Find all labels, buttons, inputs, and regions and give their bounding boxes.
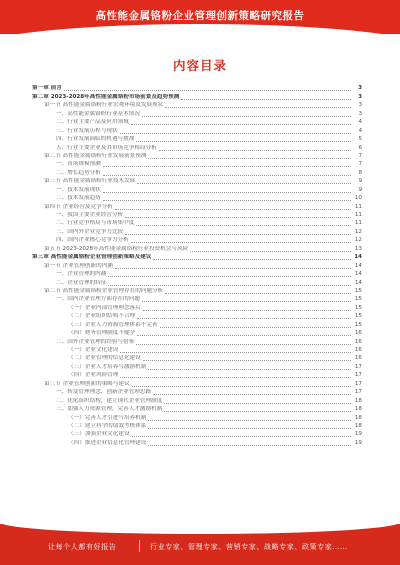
toc-entry-page-number: 15 — [354, 321, 362, 328]
toc-dot-leader — [159, 150, 351, 151]
toc-entry-title: 一、企业管理的内涵 — [56, 271, 107, 278]
toc-entry-page-number: 16 — [354, 338, 362, 345]
toc-dot-leader — [120, 352, 351, 353]
toc-dot-leader — [108, 276, 351, 277]
toc-entry-title: 第三节 企业管理创新的策略与建议 — [44, 380, 130, 387]
toc-entry[interactable] — [32, 118, 362, 126]
toc-entry-title: 三、加强人力资源管理，完善人才激励机制 — [56, 406, 163, 413]
toc-entry-page-number: 18 — [354, 397, 362, 404]
toc-dot-leader — [164, 403, 351, 404]
toc-entry[interactable] — [32, 278, 362, 286]
toc-entry[interactable] — [32, 109, 362, 117]
toc-entry[interactable] — [32, 135, 362, 143]
toc-entry[interactable] — [32, 346, 362, 354]
toc-dot-leader — [143, 360, 351, 361]
toc-entry-title: 第一节 企业管理创新的内涵 — [44, 262, 113, 269]
toc-dot-leader — [136, 344, 351, 345]
toc-entry-title: 二、增长趋势分析 — [56, 169, 101, 176]
toc-entry-page-number: 15 — [354, 313, 362, 320]
toc-entry-page-number: 11 — [354, 220, 362, 227]
toc-dot-leader — [108, 285, 351, 286]
toc-entry[interactable] — [32, 270, 362, 278]
toc-dot-leader — [103, 192, 351, 193]
toc-entry[interactable] — [32, 143, 362, 151]
toc-dot-leader — [148, 158, 351, 159]
toc-entry-title: （四）推进企业信息化管理建设 — [68, 439, 147, 446]
toc-dot-leader — [164, 411, 351, 412]
toc-entry-page-number: 16 — [354, 330, 362, 337]
toc-entry-title: 第三章 高性能金属铬粉企业管理创新策略及建议 — [32, 254, 152, 261]
toc-dot-leader — [153, 394, 351, 395]
toc-entry-title: 四、行业发展面临的机遇与挑战 — [56, 136, 135, 143]
toc-entry[interactable] — [32, 177, 362, 185]
toc-entry[interactable] — [32, 371, 362, 379]
toc-entry[interactable] — [32, 202, 362, 210]
toc-entry-title: 第二章 2023-2028年高性能金属铬粉市场前景及趋势预测 — [32, 93, 180, 100]
toc-entry[interactable] — [32, 362, 362, 370]
toc-entry-title: 一、我国主要企业经营分析 — [56, 212, 124, 218]
toc-entry-title: 第一章 前言 — [32, 85, 62, 92]
toc-entry[interactable] — [32, 413, 362, 421]
toc-entry[interactable] — [32, 396, 362, 404]
toc-dot-leader — [120, 133, 351, 134]
toc-dot-leader — [115, 268, 351, 269]
toc-entry[interactable] — [32, 295, 362, 303]
toc-dot-leader — [136, 225, 351, 226]
toc-entry-page-number: 18 — [354, 406, 362, 413]
toc-dot-leader — [148, 428, 351, 429]
toc-entry-title: （一）企业内部管理理念落后 — [68, 304, 141, 311]
toc-entry-title: 一、市场规模预测 — [56, 161, 101, 168]
toc-entry[interactable] — [32, 84, 362, 92]
toc-entry[interactable] — [32, 244, 362, 252]
toc-entry[interactable] — [32, 160, 362, 168]
toc-dot-leader — [142, 116, 351, 117]
toc-dot-leader — [125, 234, 351, 235]
footer-divider — [139, 540, 140, 552]
toc-entry-title: 第二节 高性能金属铬粉企业管理存在的问题分析 — [44, 287, 164, 294]
toc-dot-leader — [165, 293, 351, 294]
toc-dot-leader — [132, 436, 351, 437]
toc-entry-page-number: 14 — [354, 279, 362, 286]
toc-entry[interactable] — [32, 253, 362, 261]
toc-entry-title: 二、优化组织结构，建立现代企业管理制度 — [56, 397, 163, 404]
toc-dot-leader — [132, 386, 351, 387]
toc-entry-page-number: 5 — [358, 136, 362, 143]
toc-entry[interactable] — [32, 194, 362, 202]
toc-entry-page-number: 19 — [354, 439, 362, 446]
toc-entry-page-number: 17 — [354, 372, 362, 379]
toc-entry-page-number: 12 — [354, 237, 362, 244]
toc-entry-page-number: 3 — [358, 93, 362, 100]
toc-entry-page-number: 18 — [354, 422, 362, 429]
footer-experts-text: 行业专家、管理专家、营销专家、战略专家、政策专家…… — [150, 543, 348, 551]
toc-entry-page-number: 14 — [354, 254, 362, 261]
toc-entry[interactable] — [32, 101, 362, 109]
toc-dot-leader — [148, 369, 351, 370]
toc-entry-page-number: 15 — [354, 287, 362, 294]
toc-entry-title: 二、国外企业管理的经验与借鉴 — [56, 338, 135, 345]
toc-entry[interactable] — [32, 236, 362, 244]
toc-entry[interactable] — [32, 379, 362, 387]
toc-dot-leader — [165, 107, 351, 108]
toc-entry-page-number: 9 — [358, 178, 362, 185]
toc-dot-leader — [181, 99, 351, 100]
toc-entry-page-number: 11 — [354, 212, 362, 218]
toc-entry-page-number: 17 — [354, 389, 362, 396]
toc-entry-page-number: 14 — [354, 271, 362, 278]
table-of-contents — [32, 84, 362, 447]
toc-dot-leader — [137, 335, 351, 336]
toc-entry-page-number: 4 — [358, 127, 362, 134]
toc-entry-title: （四）财务管理制度不健全 — [68, 330, 136, 337]
toc-dot-leader — [142, 301, 351, 302]
toc-dot-leader — [153, 259, 351, 260]
toc-entry-title: 第五节 2023-2028年高性能金属铬粉行业投资机会与风险 — [44, 245, 189, 252]
toc-entry[interactable] — [32, 405, 362, 413]
toc-entry-title: （一）企业文化建设 — [68, 347, 119, 353]
toc-entry-page-number: 6 — [358, 144, 362, 151]
toc-entry-title: 一、国内企业管理方面存在的问题 — [56, 296, 140, 303]
toc-entry-title: 二、技术发展趋势 — [56, 195, 101, 202]
toc-dot-leader — [148, 445, 351, 446]
toc-entry-title: 第一节 高性能金属铬粉行业宏观环境及发展现状 — [44, 102, 164, 109]
toc-entry-title: 二、行业主要产品及应用领域 — [56, 119, 129, 126]
toc-heading: 内容目录 — [172, 58, 227, 73]
toc-entry-title: （二）企业组织结构不合理 — [68, 313, 136, 320]
toc-entry-page-number: 3 — [358, 110, 362, 117]
toc-entry[interactable] — [32, 168, 362, 176]
toc-entry[interactable] — [32, 388, 362, 396]
toc-entry-page-number: 15 — [354, 304, 362, 311]
toc-entry-page-number: 17 — [354, 380, 362, 387]
toc-dot-leader — [190, 251, 351, 252]
toc-entry-page-number: 11 — [354, 203, 362, 210]
toc-dot-leader — [137, 183, 351, 184]
toc-entry-page-number: 15 — [354, 296, 362, 303]
toc-entry-page-number: 16 — [354, 355, 362, 362]
toc-entry[interactable] — [32, 337, 362, 345]
toc-entry[interactable] — [32, 303, 362, 311]
toc-entry-title: 第四节 企业经营及竞争分析 — [44, 203, 113, 210]
toc-entry-page-number: 10 — [354, 195, 362, 202]
toc-entry[interactable] — [32, 287, 362, 295]
toc-entry[interactable] — [32, 219, 362, 227]
toc-entry-title: 三、国内外企业竞争力比较 — [56, 228, 124, 235]
toc-dot-leader — [143, 310, 351, 311]
toc-entry-page-number: 19 — [354, 431, 362, 438]
toc-entry[interactable] — [32, 438, 362, 446]
toc-entry[interactable] — [32, 126, 362, 134]
toc-entry-title: （一）完善人才引进与培养机制 — [68, 414, 147, 421]
toc-entry-title: 四、国内企业核心竞争力分析 — [56, 237, 129, 244]
toc-dot-leader — [125, 217, 351, 218]
toc-entry-page-number: 8 — [358, 169, 362, 176]
toc-entry-title: 一、技术发展现状 — [56, 186, 101, 193]
toc-dot-leader — [136, 141, 351, 142]
toc-entry-title: （三）企业人才培养与激励机制 — [68, 363, 147, 370]
toc-entry[interactable] — [32, 320, 362, 328]
toc-dot-leader — [131, 242, 351, 243]
toc-entry[interactable] — [32, 185, 362, 193]
toc-entry-page-number: 7 — [358, 152, 362, 159]
toc-entry-title: 一、转变管理理念，创新企业管理思路 — [56, 389, 152, 396]
toc-entry[interactable] — [32, 227, 362, 235]
toc-entry-title: 第二节 高性能金属铬粉行业发展前景预测 — [44, 152, 147, 159]
toc-entry-page-number: 3 — [358, 85, 362, 92]
toc-dot-leader — [103, 175, 351, 176]
toc-entry-title: 一、高性能金属铬粉行业基本情况 — [56, 110, 140, 117]
toc-dot-leader — [131, 124, 351, 125]
toc-entry-title: （三）加强企业文化建设 — [68, 431, 130, 438]
toc-entry-page-number: 14 — [354, 262, 362, 269]
toc-entry-title: （三）企业人力资源管理体系不完善 — [68, 321, 158, 328]
toc-entry-title: （二）建立科学的绩效考核体系 — [68, 422, 147, 429]
toc-entry-page-number: 12 — [354, 228, 362, 235]
toc-entry-page-number: 4 — [358, 119, 362, 126]
toc-entry-title: （二）企业管理的信息化建设 — [68, 355, 141, 362]
toc-dot-leader — [115, 209, 351, 210]
toc-entry[interactable] — [32, 329, 362, 337]
toc-entry[interactable] — [32, 354, 362, 362]
toc-entry-title: 五、行业主要企业及其市场竞争格局分析 — [56, 144, 157, 151]
toc-entry-page-number: 9 — [358, 186, 362, 193]
report-title: 高性能金属铬粉企业管理创新策略研究报告 — [95, 10, 305, 22]
toc-entry[interactable] — [32, 261, 362, 269]
toc-entry-page-number: 18 — [354, 414, 362, 421]
toc-entry-page-number: 16 — [354, 347, 362, 353]
toc-entry-title: 二、行业竞争格局与市场集中度 — [56, 220, 135, 227]
toc-entry[interactable] — [32, 92, 362, 100]
toc-dot-leader — [64, 90, 351, 91]
toc-dot-leader — [160, 327, 351, 328]
toc-entry-page-number: 17 — [354, 363, 362, 370]
toc-dot-leader — [137, 318, 351, 319]
toc-entry-title: （四）企业风险管理 — [68, 372, 119, 379]
toc-entry[interactable] — [32, 152, 362, 160]
toc-entry-page-number: 7 — [358, 161, 362, 168]
toc-entry[interactable] — [32, 211, 362, 219]
toc-entry-title: 三、行业发展历程与现状 — [56, 127, 118, 134]
toc-entry-page-number: 13 — [354, 245, 362, 252]
toc-dot-leader — [120, 377, 351, 378]
toc-entry-page-number: 3 — [358, 102, 362, 109]
toc-entry[interactable] — [32, 422, 362, 430]
toc-dot-leader — [103, 166, 351, 167]
toc-entry-title: 二、企业管理的特征 — [56, 279, 107, 286]
toc-entry[interactable] — [32, 312, 362, 320]
toc-entry-title: 第三节 高性能金属铬粉行业技术发展 — [44, 178, 136, 185]
toc-dot-leader — [103, 200, 351, 201]
toc-entry[interactable] — [32, 430, 362, 438]
toc-dot-leader — [148, 420, 351, 421]
footer-slogan: 让每个人都有好报告 — [48, 543, 117, 551]
